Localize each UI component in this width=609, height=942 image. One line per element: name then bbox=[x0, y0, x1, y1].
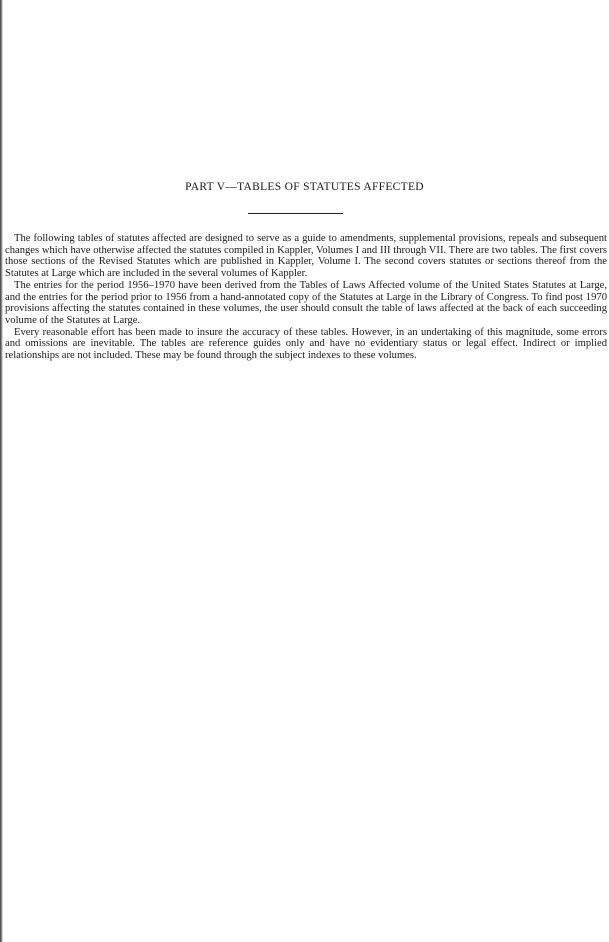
page-binding-edge bbox=[0, 0, 3, 942]
paragraph-disclaimer: Every reasonable effort has been made to insure the accuracy of these tables. However, in an undertaking of this magnitude, some errors and omissions are inevitable. The tables are reference guides only and have no evidentiary status or legal effect. Indirect or implied relationships are not included. These may be found through the subject indexes to these volumes. bbox=[5, 326, 607, 362]
body-text bbox=[5, 233, 607, 362]
paragraph-sources: The entries for the period 1956–1970 have been derived from the Tables of Laws Affected volume of the United States Statutes at Large, and the entries for the period prior to 1956 from a hand-annotated copy of the Statutes at Large in the Library of Congress. To find post 1970 provisions affecting the statutes contained in these volumes, the user should consult the table of laws affected at the back of each succeeding volume of the Statutes at Large. bbox=[5, 279, 607, 326]
title-divider bbox=[248, 213, 343, 214]
paragraph-intro: The following tables of statutes affected are designed to serve as a guide to amendments, supplemental provisions, repeals and subsequent changes which have otherwise affected the statutes compiled in Kappler, Volumes I and III through VII. There are two tables. The first covers those sections of the Revised Statutes which are published in Kappler, Volume I. The second covers statutes or sections thereof from the Statutes at Large which are included in the several volumes of Kappler. bbox=[5, 233, 607, 280]
page-title: PART V—TABLES OF STATUTES AFFECTED bbox=[185, 181, 424, 193]
